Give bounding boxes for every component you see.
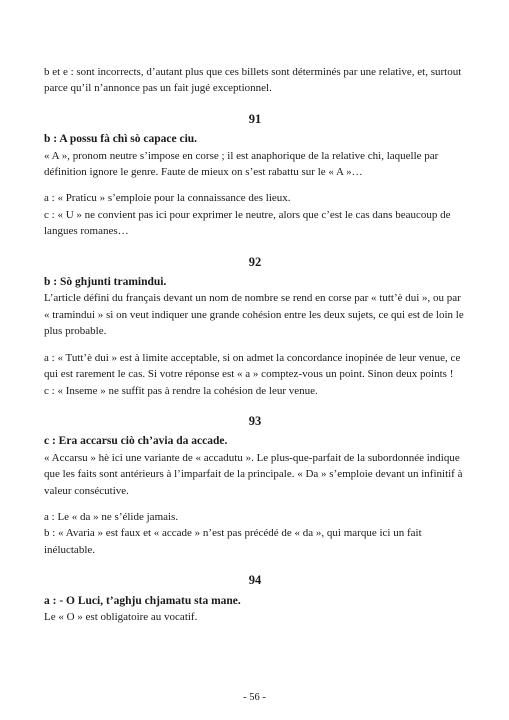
explanation-paragraph: a : « Tutt’è dui » est à limite acceptable, si on admet la concordance inopinée de leur venue, ce qui est rarement le cas. Si votre réponse est « a » comptez-vous un point. Sinon deux points ! [44,351,461,381]
explanation-paragraph: c : « Inseme » ne suffit pas à rendre la cohésion de leur venue. [44,384,318,397]
paragraph-gap [44,499,466,509]
page-number: - 56 - [243,692,266,703]
correct-answer: b : Sò ghjunti tramindui. [44,276,167,289]
explanation-paragraph: « Accarsu » hè ici une variante de « accadutu ». Le plus-que-parfait de la subordonnée indique que les faits sont antérieurs à l’imparfait de la principale. « Da » s’emploie devant un infinitif à valeur consécutive. [44,451,463,497]
answer-section-94 [44,572,466,625]
question-number: 94 [248,573,262,588]
correct-answer: a : - O Luci, t’aghju chjamatu sta mane. [44,594,241,607]
paragraph-gap [44,340,466,350]
question-number: 91 [248,111,262,126]
explanation-paragraph: b : « Avaria » est faux et « accade » n’est pas précédé de « da », qui marque ici un fait inéluctable. [44,527,422,556]
page-content [44,64,466,625]
answer-section-91 [44,111,466,240]
explanation-paragraph: a : « Praticu » s’emploie pour la connaissance des lieux. [44,192,291,205]
explanation-paragraph: « A », pronom neutre s’impose en corse ; il est anaphorique de la relative chì, laquelle par définition ignore le genre. Faute de mieux on s’est rabattu sur le « A »… [44,149,439,179]
explanation-paragraph: L’article défini du français devant un nom de nombre se rend en corse par « tutt’è dui », ou par « tramindui » si on veut indiquer une grande cohésion entre les deux sujets, ce qui est de loin le plus probable. [44,292,464,338]
paragraph-gap [44,180,466,190]
correct-answer: b : A possu fà chì sò capace ciu. [44,133,198,146]
explanation-paragraph: Le « O » est obligatoire au vocatif. [44,610,198,623]
question-number: 93 [248,413,262,428]
correct-answer: c : Era accarsu ciò ch’avia da accade. [44,435,228,448]
explanation-paragraph: c : « U » ne convient pas ici pour exprimer le neutre, alors que c’est le cas dans beaucoup de langues romanes… [44,208,451,238]
explanation-paragraph: a : Le « da » ne s’élide jamais. [44,510,179,523]
intro-paragraph: b et e : sont incorrects, d’autant plus que ces billets sont déterminés par une relative, et, surtout parce qu’il n’annonce pas un fait jugé exceptionnel. [44,66,462,95]
answer-section-92 [44,254,466,399]
question-number: 92 [248,254,262,269]
answer-section-93 [44,413,466,558]
